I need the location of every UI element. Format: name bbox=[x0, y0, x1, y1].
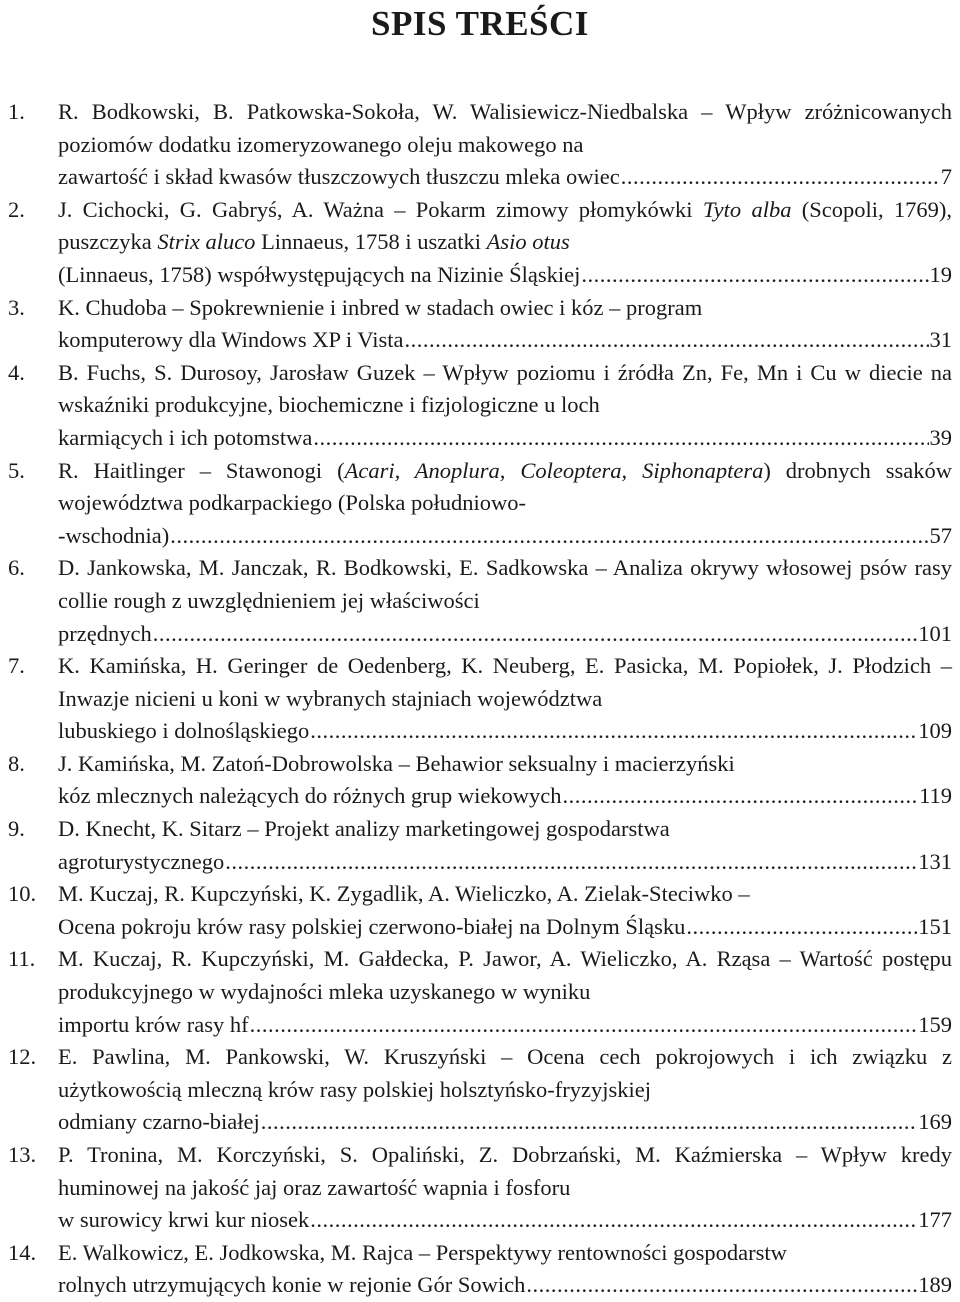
toc-entry-tail: -wschodnia) bbox=[58, 522, 170, 548]
toc-entry-last-line bbox=[58, 324, 952, 357]
toc-entry bbox=[8, 357, 952, 455]
toc-entry bbox=[8, 194, 952, 292]
toc-entry-page-number: 7 bbox=[940, 164, 952, 190]
toc-entry-page-number: 19 bbox=[929, 261, 952, 287]
toc-entry bbox=[8, 292, 952, 357]
toc-entry-number: 6. bbox=[8, 555, 25, 581]
toc-entry bbox=[8, 552, 952, 650]
toc-entry-lead: R. Bodkowski, B. Patkowska-Sokoła, W. Walisiewicz-Niedbalska – Wpływ zróżnicowanych poziomów dodatku izomeryzowanego oleju makowego na bbox=[58, 99, 952, 157]
toc-entry bbox=[8, 1237, 952, 1302]
toc-entry-tail: Ocena pokroju krów rasy polskiej czerwono-białej na Dolnym Śląsku bbox=[58, 913, 686, 939]
toc-entry-text bbox=[58, 292, 952, 325]
toc-entry-page-number: 101 bbox=[918, 620, 952, 646]
dot-leader bbox=[404, 324, 928, 357]
toc-entry-last-line bbox=[58, 1106, 952, 1139]
toc-entry-page-number: 31 bbox=[929, 327, 952, 353]
toc-entry-lead: E. Pawlina, M. Pankowski, W. Kruszyński – Ocena cech pokrojowych i ich związku z użytkowością mleczną krów rasy polskiej holsztyńsko-fryzyjskiej bbox=[58, 1044, 952, 1102]
toc-entry-text bbox=[58, 1139, 952, 1204]
toc-entry-text-part: Linnaeus, 1758 i uszatki bbox=[255, 229, 487, 255]
toc-entry-tail: karmiących i ich potomstwa bbox=[58, 424, 313, 450]
toc-entry-last-line bbox=[58, 846, 952, 879]
dot-leader bbox=[310, 715, 917, 748]
toc-entry bbox=[8, 748, 952, 813]
toc-entry-last-line bbox=[58, 1204, 952, 1237]
toc-entry-last-line bbox=[58, 422, 952, 455]
toc-entry-last-line bbox=[58, 911, 952, 944]
toc-entry-lead: K. Kamińska, H. Geringer de Oedenberg, K. Neuberg, E. Pasicka, M. Popiołek, J. Płodzich – Inwazje nicieni u koni w wybranych stajniach województwa bbox=[58, 653, 952, 711]
toc-entry-tail: zawartość i skład kwasów tłuszczowych tłuszczu mleka owiec bbox=[58, 164, 620, 190]
toc-entry-page-number: 131 bbox=[918, 848, 952, 874]
toc-entry-number: 12. bbox=[8, 1044, 37, 1070]
toc-entry-number: 2. bbox=[8, 196, 25, 222]
toc-entry-lead: D. Jankowska, M. Janczak, R. Bodkowski, E. Sadkowska – Analiza okrywy włosowej psów rasy collie rough z uwzględnieniem jej właściwości bbox=[58, 555, 952, 613]
toc-entry-tail: importu krów rasy hf bbox=[58, 1011, 249, 1037]
toc-entry-page-number: 177 bbox=[918, 1207, 952, 1233]
toc-entry-tail: agroturystycznego bbox=[58, 848, 225, 874]
toc-entry-text-part: (Scopoli, 1769), puszczyka bbox=[58, 196, 952, 255]
toc-entry-tail: przędnych bbox=[58, 620, 152, 646]
toc-entry-page-number: 57 bbox=[929, 522, 952, 548]
toc-entry-tail: odmiany czarno-białej bbox=[58, 1109, 260, 1135]
toc-entry-text bbox=[58, 878, 952, 911]
dot-leader bbox=[225, 846, 917, 879]
toc-entry-italic-term: Strix aluco bbox=[157, 229, 256, 255]
toc-entry-lead: E. Walkowicz, E. Jodkowska, M. Rajca – Perspektywy rentowności gospodarstw bbox=[58, 1239, 787, 1265]
dot-leader bbox=[621, 161, 940, 194]
toc-entry bbox=[8, 943, 952, 1041]
toc-entry-text-part: R. Haitlinger – Stawonogi ( bbox=[58, 457, 345, 483]
toc-entry-tail: w surowicy krwi kur niosek bbox=[58, 1207, 310, 1233]
toc-entry-number: 8. bbox=[8, 750, 25, 776]
toc-entry-text bbox=[58, 357, 952, 422]
toc-entry-text bbox=[58, 813, 952, 846]
dot-leader bbox=[250, 1009, 918, 1042]
toc-entry-number: 1. bbox=[8, 99, 25, 124]
table-of-contents bbox=[8, 96, 952, 1302]
toc-entry-last-line bbox=[58, 715, 952, 748]
toc-entry-number: 13. bbox=[8, 1142, 37, 1167]
toc-entry-tail: komputerowy dla Windows XP i Vista bbox=[58, 327, 404, 353]
toc-entry-last-line bbox=[58, 161, 952, 194]
toc-entry-page-number: 109 bbox=[918, 718, 952, 744]
toc-entry bbox=[8, 1041, 952, 1139]
toc-entry-number: 10. bbox=[8, 881, 37, 907]
toc-entry-number: 14. bbox=[8, 1239, 37, 1265]
toc-entry-number: 5. bbox=[8, 457, 25, 483]
toc-entry-tail: (Linnaeus, 1758) współwystępujących na Nizinie Śląskiej bbox=[58, 261, 581, 287]
toc-entry-lead: J. Kamińska, M. Zatoń-Dobrowolska – Behawior seksualny i macierzyński bbox=[58, 750, 735, 776]
toc-entry bbox=[8, 650, 952, 748]
toc-entry-tail: rolnych utrzymujących konie w rejonie Gór Sowich bbox=[58, 1272, 526, 1298]
dot-leader bbox=[563, 780, 919, 813]
toc-entry-number: 9. bbox=[8, 816, 25, 842]
dot-leader bbox=[686, 911, 917, 944]
toc-entry-text bbox=[58, 552, 952, 617]
toc-entry-number: 11. bbox=[8, 946, 36, 972]
toc-entry-page-number: 169 bbox=[918, 1109, 952, 1135]
toc-entry-number: 7. bbox=[8, 653, 25, 679]
toc-entry-page-number: 151 bbox=[918, 913, 952, 939]
toc-entry-italic-term: Acari, Anoplura, Coleoptera, Siphonaptera bbox=[344, 457, 764, 483]
toc-entry-lead: M. Kuczaj, R. Kupczyński, K. Zygadlik, A. Wieliczko, A. Zielak-Steciwko – bbox=[58, 881, 750, 907]
toc-entry-last-line bbox=[58, 520, 952, 553]
toc-entry-page-number: 189 bbox=[918, 1272, 952, 1298]
toc-entry-lead: K. Chudoba – Spokrewnienie i inbred w stadach owiec i kóz – program bbox=[58, 294, 703, 320]
page-title: SPIS TREŚCI bbox=[371, 4, 589, 43]
toc-entry-text bbox=[58, 1041, 952, 1106]
toc-entry-page-number: 39 bbox=[929, 424, 952, 450]
toc-entry bbox=[8, 878, 952, 943]
toc-entry-last-line bbox=[58, 1009, 952, 1042]
toc-entry-italic-term: Asio otus bbox=[486, 229, 570, 255]
toc-entry-tail: kóz mlecznych należących do różnych grup wiekowych bbox=[58, 783, 562, 809]
toc-entry-lead: M. Kuczaj, R. Kupczyński, M. Gałdecka, P. Jawor, A. Wieliczko, A. Rząsa – Wartość postępu produkcyjnego w wydajności mleka uzyskanego w wyniku bbox=[58, 946, 952, 1005]
toc-entry-text bbox=[58, 96, 952, 161]
toc-entry-lead: B. Fuchs, S. Durosoy, Jarosław Guzek – Wpływ poziomu i źródła Zn, Fe, Mn i Cu w diecie na wskaźniki produkcyjne, biochemiczne i fizjologiczne u loch bbox=[58, 359, 952, 418]
toc-entry-text bbox=[58, 455, 952, 520]
dot-leader bbox=[581, 259, 928, 292]
toc-entry-number: 4. bbox=[8, 359, 25, 385]
toc-entry-italic-term: Tyto alba bbox=[702, 196, 792, 222]
dot-leader bbox=[310, 1204, 917, 1237]
toc-entry-last-line bbox=[58, 780, 952, 813]
toc-entry-page-number: 119 bbox=[919, 783, 952, 809]
toc-entry bbox=[8, 455, 952, 553]
dot-leader bbox=[313, 422, 928, 455]
toc-entry-lead: D. Knecht, K. Sitarz – Projekt analizy marketingowej gospodarstwa bbox=[58, 816, 670, 842]
toc-entry-text bbox=[58, 1237, 952, 1270]
toc-entry-text-part: J. Cichocki, G. Gabryś, A. Ważna – Pokarm zimowy płomykówki bbox=[58, 196, 703, 222]
toc-entry bbox=[8, 813, 952, 878]
toc-entry-text bbox=[58, 650, 952, 715]
toc-entry-text bbox=[58, 194, 952, 259]
dot-leader bbox=[170, 520, 928, 553]
toc-entry-text bbox=[58, 748, 952, 781]
dot-leader bbox=[261, 1106, 917, 1139]
toc-entry bbox=[8, 1139, 952, 1237]
toc-entry bbox=[8, 96, 952, 194]
toc-entry-page-number: 159 bbox=[918, 1011, 952, 1037]
toc-entry-text bbox=[58, 943, 952, 1008]
toc-entry-lead: P. Tronina, M. Korczyński, S. Opaliński, Z. Dobrzański, M. Kaźmierska – Wpływ kredy huminowej na jakość jaj oraz zawartość wapnia i fosforu bbox=[58, 1142, 952, 1200]
toc-entry-last-line bbox=[58, 618, 952, 651]
toc-entry-last-line bbox=[58, 259, 952, 292]
toc-entry-last-line bbox=[58, 1269, 952, 1302]
dot-leader bbox=[153, 618, 918, 651]
toc-entry-text-part: ) drobnych ssaków województwa podkarpackiego (Polska południowo- bbox=[58, 457, 952, 516]
toc-entry-tail: lubuskiego i dolnośląskiego bbox=[58, 718, 310, 744]
dot-leader bbox=[526, 1269, 917, 1302]
toc-entry-number: 3. bbox=[8, 294, 25, 320]
